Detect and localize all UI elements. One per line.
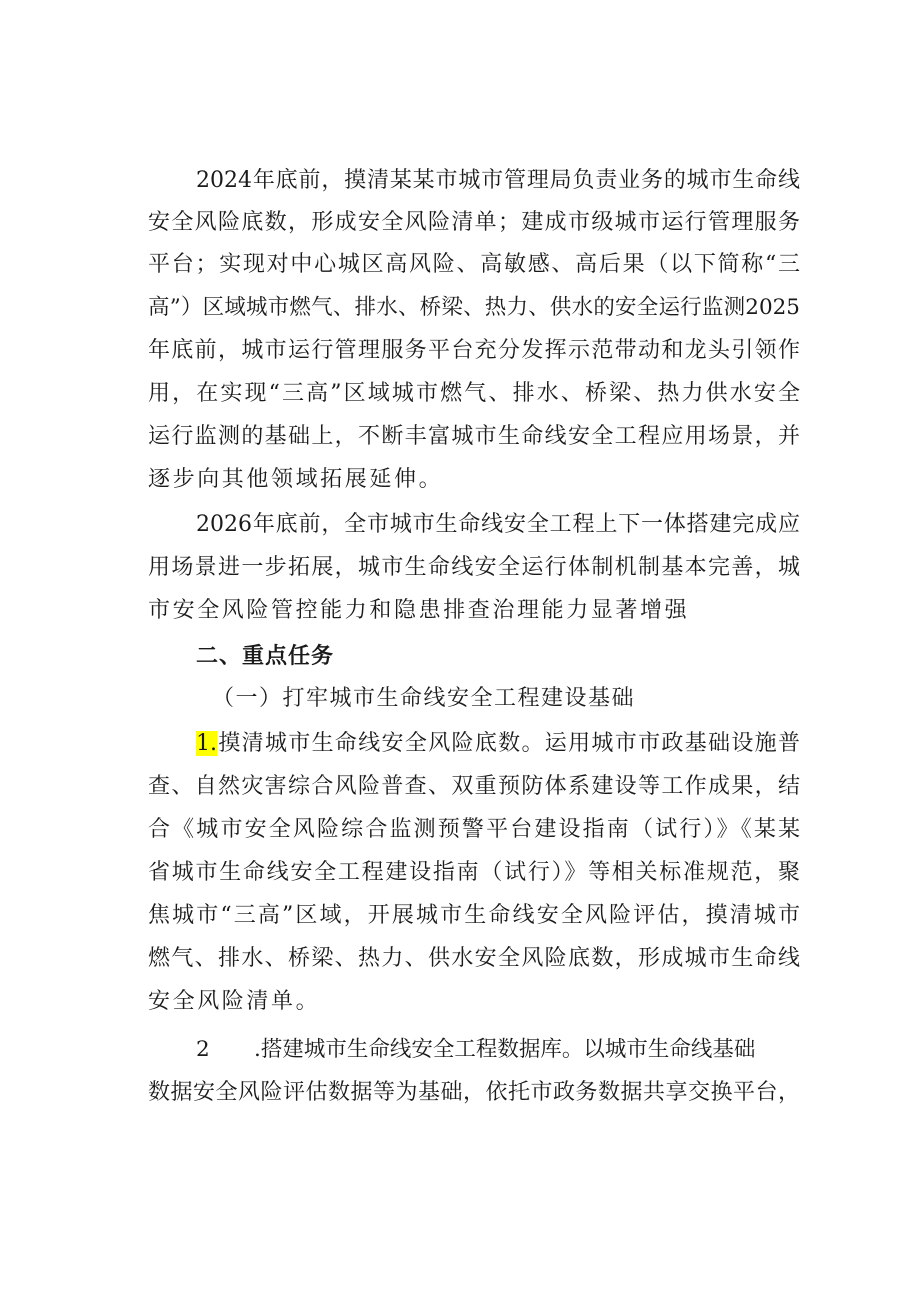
paragraph-2-line-1: 2026年底前，全市城市生命线安全工程上下一体搭建完成应 bbox=[196, 512, 800, 537]
item-2-line-2: 数据安全风险评估数据等为基础，依托市政务数据共享交换平台， bbox=[148, 1080, 800, 1105]
item-2-line-1 bbox=[196, 1035, 800, 1065]
item-1-line-1 bbox=[196, 729, 800, 759]
item-2-line-1-text: .搭建城市生命线安全工程数据库。以城市生命线基础 bbox=[254, 1037, 756, 1062]
paragraph-1-line-2: 安全风险底数，形成安全风险清单；建成市级城市运行管理服务 bbox=[148, 210, 800, 235]
item-1-line-1-text: 摸清城市生命线安全风险底数。运用城市市政基础设施普 bbox=[217, 731, 800, 756]
item-1-line-4: 省城市生命线安全工程建设指南（试行）》等相关标准规范，聚 bbox=[148, 860, 800, 885]
section-heading: 二、重点任务 bbox=[196, 644, 335, 669]
item-2-number: 2 bbox=[196, 1037, 210, 1062]
paragraph-1-line-5: 年底前，城市运行管理服务平台充分发挥示范带动和龙头引领作 bbox=[148, 338, 800, 363]
paragraph-1-line-1: 2024年底前，摸清某某市城市管理局负责业务的城市生命线 bbox=[196, 168, 800, 193]
item-1-line-7: 安全风险清单。 bbox=[148, 989, 321, 1014]
paragraph-1-line-7: 运行监测的基础上，不断丰富城市生命线安全工程应用场景，并 bbox=[148, 424, 800, 449]
paragraph-1-line-4: 高”）区域城市燃气、排水、桥梁、热力、供水的安全运行监测2025 bbox=[148, 295, 800, 320]
paragraph-2-line-2: 用场景进一步拓展，城市生命线安全运行体制机制基本完善，城 bbox=[148, 555, 800, 580]
item-1-line-6: 燃气、排水、桥梁、热力、供水安全风险底数，形成城市生命线 bbox=[148, 946, 800, 971]
subsection-heading: （一）打牢城市生命线安全工程建设基础 bbox=[212, 686, 636, 711]
paragraph-2-line-3: 市安全风险管控能力和隐患排查治理能力显著增强 bbox=[148, 598, 690, 623]
item-1-line-3: 合《城市安全风险综合监测预警平台建设指南（试行）》《某某 bbox=[148, 817, 800, 842]
item-1-line-5: 焦城市“三高”区域，开展城市生命线安全风险评估，摸清城市 bbox=[148, 903, 800, 928]
item-1-number: 1. bbox=[196, 731, 217, 756]
item-1-line-2: 查、自然灾害综合风险普查、双重预防体系建设等工作成果，结 bbox=[148, 774, 800, 799]
paragraph-1-line-6: 用，在实现“三高”区域城市燃气、排水、桥梁、热力供水安全 bbox=[148, 381, 800, 406]
paragraph-1-line-3: 平台；实现对中心城区高风险、高敏感、高后果（以下简称“三 bbox=[148, 252, 800, 277]
paragraph-1-line-8: 逐步向其他领域拓展延伸。 bbox=[148, 467, 444, 492]
